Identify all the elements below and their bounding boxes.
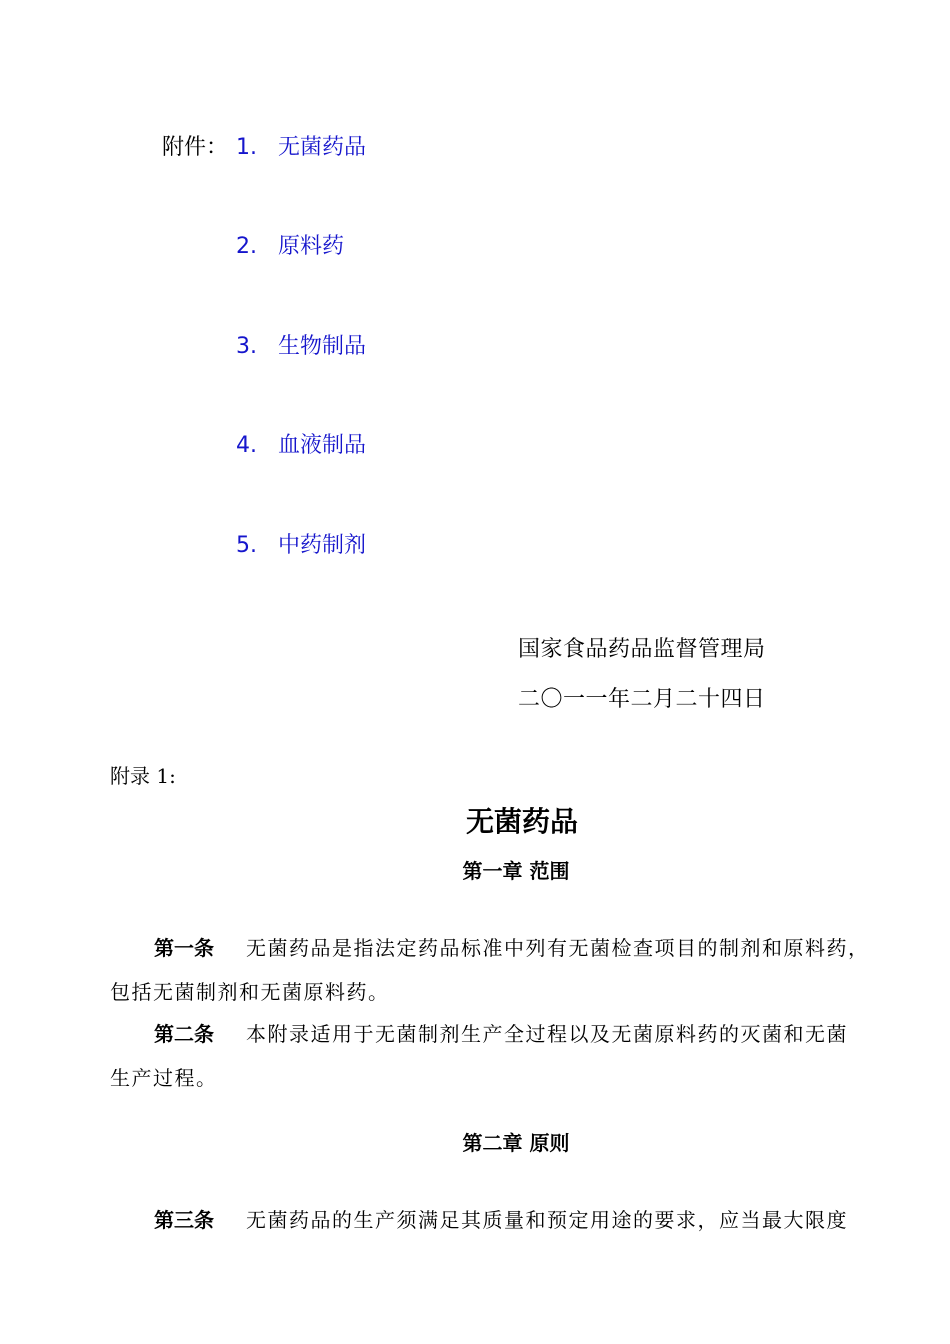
attachment-link-1[interactable]: [236, 130, 366, 161]
attachment-link-3[interactable]: [236, 329, 366, 360]
attachment-number: 3.: [236, 334, 257, 359]
article-heading-2: 第二条: [154, 1022, 214, 1046]
attachment-link-5[interactable]: [236, 528, 366, 559]
appendix-label: 附录 1:: [110, 764, 176, 788]
article-text-1-cont: 包括无菌制剂和无菌原料药。: [110, 980, 390, 1004]
attachments-label: 附件：: [162, 135, 229, 160]
article-text-2-cont: 生产过程。: [110, 1066, 218, 1090]
attachment-number: 4.: [236, 433, 257, 458]
article-heading-3: 第三条: [154, 1208, 214, 1232]
attachment-number: 5.: [236, 533, 257, 558]
attachment-title[interactable]: 生物制品: [278, 334, 367, 359]
attachment-title[interactable]: 血液制品: [278, 433, 367, 458]
issue-date: 二〇一一年二月二十四日: [518, 687, 766, 712]
article-text-3: 无菌药品的生产须满足其质量和预定用途的要求，应当最大限度: [246, 1208, 848, 1232]
article-text-2: 本附录适用于无菌制剂生产全过程以及无菌原料药的灭菌和无菌: [246, 1022, 848, 1046]
attachment-link-2[interactable]: [236, 229, 344, 260]
document-title: 无菌药品: [465, 805, 578, 838]
article-text-1: 无菌药品是指法定药品标准中列有无菌检查项目的制剂和原料药，: [246, 936, 870, 960]
attachment-title[interactable]: 无菌药品: [278, 135, 367, 160]
attachment-number: 2.: [236, 234, 257, 259]
chapter-title-2: 第二章 原则: [462, 1131, 570, 1155]
attachment-title[interactable]: 原料药: [278, 234, 345, 259]
attachment-title[interactable]: 中药制剂: [278, 533, 367, 558]
attachment-number: 1.: [236, 135, 257, 160]
issuing-organization: 国家食品药品监督管理局: [518, 637, 766, 662]
attachment-link-4[interactable]: [236, 428, 366, 459]
chapter-title-1: 第一章 范围: [462, 859, 570, 883]
article-heading-1: 第一条: [154, 936, 214, 960]
